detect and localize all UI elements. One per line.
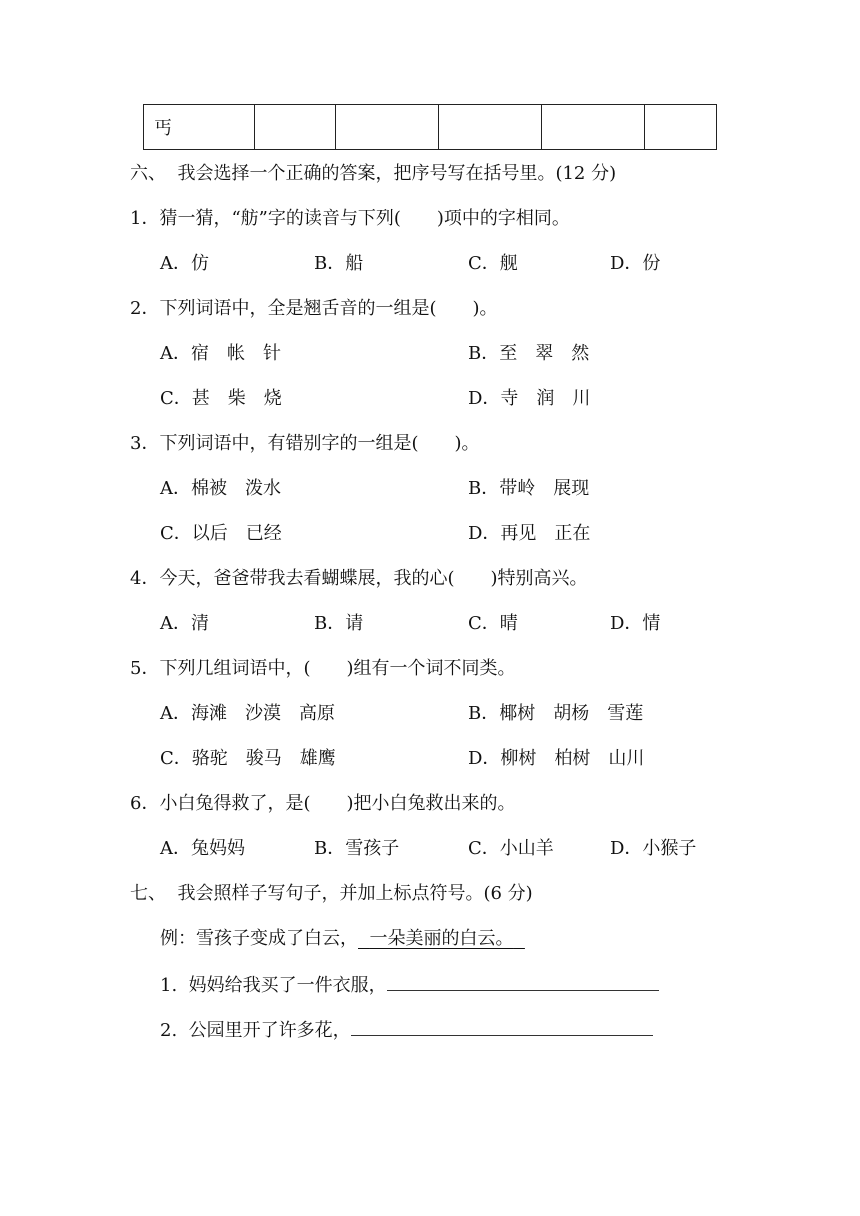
question-6-stem: 6．小白兔得救了，是( )把小白兔救出来的。	[130, 793, 516, 814]
exercise-item-1	[160, 972, 659, 998]
q3-option-d: D．再见 正在	[468, 523, 591, 544]
q5-option-a: A．海滩 沙漠 高原	[160, 703, 335, 724]
q6-option-d: D．小猴子	[610, 838, 697, 859]
example-answer-text: 一朵美丽的白云。	[369, 928, 514, 949]
q4-option-b: B．请	[314, 613, 364, 634]
exercise-2-text: 2. 公园里开了许多花，	[160, 1020, 351, 1041]
table-cell-label: 丐	[144, 105, 255, 150]
q6-option-a: A．兔妈妈	[160, 838, 245, 859]
section6-heading: 六、 我会选择一个正确的答案，把序号写在括号里。(12 分)	[130, 163, 617, 184]
question-5-stem: 5．下列几组词语中，( )组有一个词不同类。	[130, 658, 516, 679]
example-answer	[358, 928, 525, 949]
example-sentence	[160, 927, 525, 951]
table-cell	[439, 105, 542, 150]
q2-option-d: D．寺 润 川	[468, 388, 591, 409]
q3-option-a: A．棉被 泼水	[160, 478, 281, 499]
answer-blank-2[interactable]	[351, 1017, 653, 1036]
table-cell	[336, 105, 439, 150]
q6-option-b: B．雪孩子	[314, 838, 400, 859]
q6-option-c: C．小山羊	[468, 838, 554, 859]
example-prefix: 例：雪孩子变成了白云，	[160, 928, 358, 949]
q3-option-c: C．以后 已经	[160, 523, 282, 544]
q2-option-c: C．甚 柴 烧	[160, 388, 282, 409]
table-cell	[644, 105, 716, 150]
question-3-stem: 3．下列词语中，有错别字的一组是( )。	[130, 433, 480, 454]
q1-option-c: C．舰	[468, 253, 518, 274]
q1-option-b: B．船	[314, 253, 364, 274]
q5-option-b: B．椰树 胡杨 雪莲	[468, 703, 644, 724]
table-cell	[255, 105, 336, 150]
q1-option-a: A．仿	[160, 253, 209, 274]
question-4-stem: 4．今天，爸爸带我去看蝴蝶展，我的心( )特别高兴。	[130, 568, 588, 589]
q1-option-d: D．份	[610, 253, 661, 274]
question-1-stem: 1．猜一猜，“舫”字的读音与下列( )项中的字相同。	[130, 208, 570, 229]
exercise-item-2	[160, 1017, 653, 1043]
q4-option-a: A．清	[160, 613, 209, 634]
section7-heading: 七、 我会照样子写句子，并加上标点符号。(6 分)	[130, 883, 533, 904]
q5-option-d: D．柳树 柏树 山川	[468, 748, 645, 769]
q4-option-d: D．情	[610, 613, 661, 634]
table-row	[144, 105, 717, 150]
answer-blank-1[interactable]	[387, 972, 659, 991]
q5-option-c: C．骆驼 骏马 雄鹰	[160, 748, 336, 769]
exercise-1-text: 1. 妈妈给我买了一件衣服，	[160, 975, 387, 996]
answer-table	[143, 104, 717, 150]
q4-option-c: C．晴	[468, 613, 518, 634]
q2-option-a: A．宿 帐 针	[160, 343, 281, 364]
table-cell	[541, 105, 644, 150]
q2-option-b: B．至 翠 然	[468, 343, 590, 364]
question-2-stem: 2．下列词语中，全是翘舌音的一组是( )。	[130, 298, 498, 319]
q3-option-b: B．带岭 展现	[468, 478, 590, 499]
